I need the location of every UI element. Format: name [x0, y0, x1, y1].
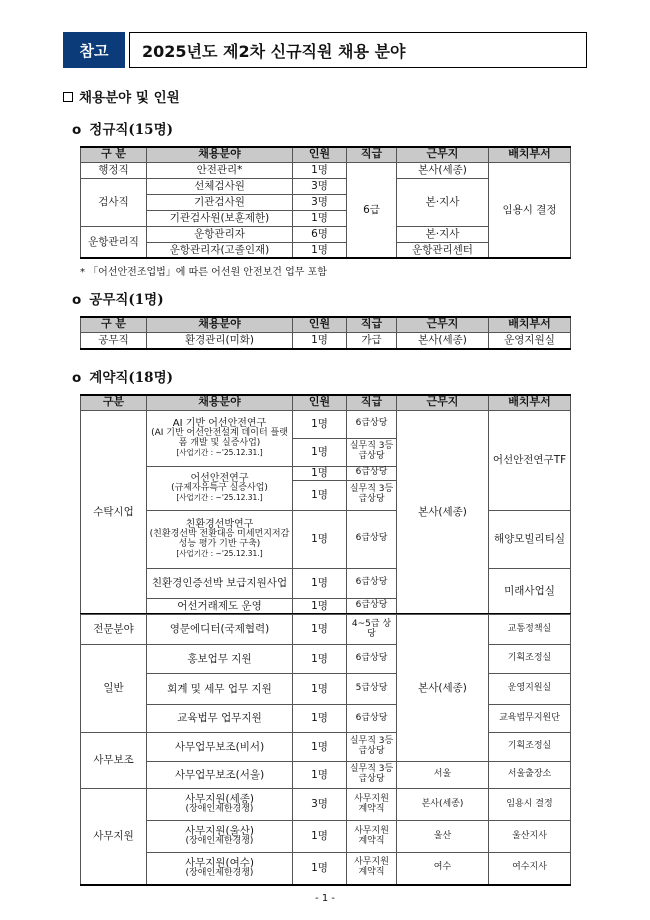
regular-heading: o 정규직(15명): [72, 122, 174, 138]
table-row: 일반 홍보업무 지원 1명 6급상당 기획조정실: [81, 645, 571, 674]
table-row: 어선안전연구 (규제자유특구 실증사업) [사업기간 : ~'25.12.31.] 1명 6급상당: [81, 466, 571, 480]
civil-heading: o 공무직(1명): [72, 292, 164, 308]
table-row: 1명 실무직 3등급상당: [81, 438, 571, 466]
table-row: 교육법무 업무지원 1명 6급상당 교육법무지원단: [81, 705, 571, 733]
table-row: 사무지원 사무지원(세종) (장애인제한경쟁) 3명 사무지원 계약직 본사(세종) 임용시 결정: [81, 789, 571, 821]
page-title: 2025년도 제2차 신규직원 채용 분야: [129, 32, 587, 68]
table-row: 운항관리자(고졸인재) 1명 운항관리센터: [81, 242, 571, 258]
table-row: 수탁시업 AI 기반 어선안전연구 (AI 기반 어선안전설계 데이터 플랫폼 개발 및 실증사업) [사업기간 : ~'25.12.31.] 1명 6급상당 본사(세종) 어선안전연구TF: [81, 410, 571, 438]
contract-table-2: [80, 614, 571, 886]
reference-tag: 참고: [63, 32, 125, 68]
table-row: 기관검사원 3명: [81, 194, 571, 210]
page-number: - 1 -: [315, 893, 335, 904]
table-row: 어선거래제도 운영 1명 6급상당: [81, 598, 571, 614]
title-bar: [63, 32, 587, 68]
checkbox-square-icon: [63, 92, 73, 102]
regular-table: 구 분 채용분야 인원 직급 근무지 배치부서 행정직 안전관리* 1명 6급 본사(세종) 임용시 결정 검사직 선체검사원 3명 본·지사 기관검사원 3명 기관검사원(보훈제한) 1명 운항관리직 운항관리자 6명 본·지사 운항관리자(고졸인재) 1명 운항관리센터: [80, 146, 571, 259]
table-row: 1명 실무직 3등급상당: [81, 480, 571, 510]
table-row: 회계 및 세무 업무 지원 1명 5급상당 운영지원실: [81, 674, 571, 705]
table-row: 행정직 안전관리* 1명 6급 본사(세종) 임용시 결정: [81, 162, 571, 178]
table-row: 공무직 환경관리(미화) 1명 가급 본사(세종) 운영지원실: [81, 332, 571, 349]
table-row: 전문분야 영문에디터(국제협력) 1명 4~5급 상당 본사(세종) 교통정책실: [81, 615, 571, 645]
table-row: 기관검사원(보훈제한) 1명: [81, 210, 571, 226]
table-row: 사무지원(울산) (장애인제한경쟁) 1명 사무지원 계약직 울산 울산지사: [81, 821, 571, 853]
table-row: 사무보조 사무업무보조(비서) 1명 실무직 3등급상당 기획조정실: [81, 733, 571, 762]
table-row: 사무지원(여수) (장애인제한경쟁) 1명 사무지원 계약직 여수 여수지사: [81, 853, 571, 885]
table-row: 친환경선박연구 (친환경선박 전환대응 미세먼지저감 성능 평가 기반 구축) [사업기간 : ~'25.12.31.] 1명 6급상당 해양모빌리티실: [81, 510, 571, 568]
contract-heading: o 계약직(18명): [72, 370, 174, 386]
footnote: * 「어선안전조업법」에 따른 어선원 안전보건 업무 포함: [80, 267, 327, 278]
table-row: 사무업무보조(서울) 1명 실무직 3등급상당 서울 서울출장소: [81, 762, 571, 789]
contract-table: 구분 채용분야 인원 직급 근무지 배치부서 수탁시업 AI 기반 어선안전연구 (AI 기반 어선안전설계 데이터 플랫폼 개발 및 실증사업) [사업기간 : ~'25.12.31.] 1명 6급상당 본사(세종) 어선안전연구TF 1명 실무직 3등급상당 어선안전연구 (규제자유특구 실증사업) [사업기간 : ~'25.12.31.] 1명 6급상당 1명 실무직 3등급상당 친환경선박연구 (친환경선박 전환대응 미세먼지저감 성능 평가 기반 구축) [사업기간 : ~'25.12.31.] 1명 6급상당 해양모빌리티실 친환경인증선박 보급지원사업 1명 6급상당 미래사업실 어선거래제도 운영 1명 6급상당: [80, 394, 571, 615]
table-row: 친환경인증선박 보급지원사업 1명 6급상당 미래사업실: [81, 568, 571, 598]
civil-table: 구 분 채용분야 인원 직급 근무지 배치부서 공무직 환경관리(미화) 1명 가급 본사(세종) 운영지원실: [80, 316, 571, 350]
table-row: 검사직 선체검사원 3명 본·지사: [81, 178, 571, 194]
table-row: 운항관리직 운항관리자 6명 본·지사: [81, 226, 571, 242]
section-heading: 채용분야 및 인원: [63, 86, 180, 106]
